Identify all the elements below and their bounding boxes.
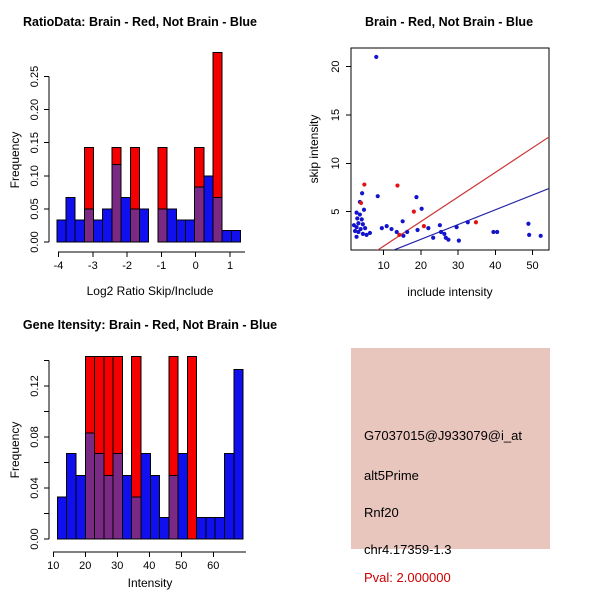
scatter-point-blue: [368, 231, 372, 235]
x-axis-label: Intensity: [127, 576, 173, 590]
histogram-bar-blue: [57, 497, 66, 539]
histogram-bar-overlap: [195, 187, 204, 242]
scatter-point-blue: [389, 227, 393, 231]
y-tick-label: 5: [330, 208, 342, 215]
scatter-point-blue: [414, 195, 418, 199]
histogram-bar-blue: [75, 220, 84, 242]
x-tick-label: 0: [192, 260, 199, 272]
y-axis-label: Frequency: [8, 131, 22, 189]
scatter-point-blue: [446, 238, 450, 242]
histogram-bar-blue: [225, 454, 234, 539]
scatter-point-blue: [360, 217, 364, 221]
x-tick-label: -4: [53, 260, 64, 272]
scatter-point-red: [359, 201, 363, 205]
scatter-point-blue: [355, 216, 359, 220]
x-tick-label: 40: [489, 260, 502, 272]
histogram-bar-overlap: [84, 209, 93, 242]
y-tick-label: 10: [330, 157, 342, 170]
y-tick-label: 0.00: [29, 231, 41, 253]
scatter-point-blue: [491, 230, 495, 234]
histogram-bar-blue: [94, 220, 103, 242]
location-text: chr4.17359-1.3: [364, 542, 452, 557]
x-tick-label: 30: [451, 260, 465, 272]
x-tick-label: 10: [377, 260, 390, 272]
scatter-point-blue: [466, 220, 470, 224]
x-tick-label: -1: [156, 260, 167, 272]
scatter-point-blue: [527, 233, 531, 237]
histogram-bar-blue: [206, 517, 215, 539]
scatter-point-red: [362, 182, 366, 186]
scatter-point-blue: [356, 221, 360, 225]
scatter-point-blue: [431, 236, 435, 240]
chart-title: Gene Itensity: Brain - Red, Not Brain - Blue: [22, 318, 278, 332]
y-tick-label: 0.10: [29, 165, 41, 187]
histogram-bar-blue: [222, 231, 231, 242]
scatter-point-blue: [359, 227, 363, 231]
gene-histogram-panel: [0, 300, 300, 600]
histogram-bar-blue: [66, 198, 75, 242]
histogram-bar-overlap: [158, 209, 167, 242]
gene-histogram-chart: [0, 300, 300, 600]
x-tick-label: 60: [207, 560, 220, 572]
y-tick-label: 20: [330, 60, 342, 73]
scatter-point-red: [422, 224, 426, 228]
histogram-bar-overlap: [112, 165, 121, 242]
histogram-bar-blue: [122, 475, 131, 539]
histogram-bar-overlap: [104, 475, 113, 539]
scatter-panel: [300, 0, 600, 300]
scatter-point-blue: [385, 224, 389, 228]
y-axis-label: Frequency: [8, 421, 22, 479]
scatter-point-blue: [438, 223, 442, 227]
y-tick-label: 0.15: [29, 131, 41, 154]
scatter-point-blue: [374, 55, 378, 59]
y-tick-label: 15: [330, 108, 342, 122]
ratio-histogram-chart: [0, 0, 300, 300]
x-tick-label: -2: [122, 260, 132, 272]
histogram-bar-blue: [176, 220, 185, 242]
plot-box: [351, 48, 549, 250]
pval-text: Pval: 2.000000: [364, 570, 451, 585]
histogram-bar-overlap: [95, 454, 104, 539]
gene-name-text: Rnf20: [364, 505, 399, 520]
x-tick-label: 50: [526, 260, 539, 272]
scatter-point-red: [474, 220, 478, 224]
chart-title: RatioData: Brain - Red, Not Brain - Blue: [22, 15, 258, 29]
y-tick-label: 0.20: [29, 98, 41, 121]
y-tick-label: 0.05: [29, 198, 41, 220]
scatter-point-blue: [354, 235, 358, 239]
y-tick-label: 0.04: [29, 477, 41, 499]
histogram-bar-overlap: [85, 433, 94, 539]
histogram-bar-blue: [185, 220, 194, 242]
scatter-point-blue: [420, 207, 424, 211]
histogram-bar-blue: [231, 231, 240, 242]
x-tick-label: 20: [79, 560, 92, 572]
x-axis-label: include intensity: [407, 285, 493, 299]
histogram-bar-blue: [121, 198, 130, 242]
histogram-bar-blue: [67, 454, 76, 539]
scatter-point-red: [395, 183, 399, 187]
histogram-bar-overlap: [213, 198, 222, 242]
y-axis-label: skip intensity: [307, 114, 321, 184]
histogram-bar-blue: [178, 454, 187, 539]
scatter-point-blue: [526, 222, 530, 226]
scatter-point-blue: [426, 226, 430, 230]
chart-title: Brain - Red, Not Brain - Blue: [364, 15, 534, 29]
info-panel: [300, 300, 600, 600]
histogram-bar-blue: [197, 517, 206, 539]
scatter-point-blue: [361, 232, 365, 236]
probe-id-text: G7037015@J933079@i_at: [364, 428, 522, 443]
x-tick-label: -3: [87, 260, 98, 272]
scatter-point-blue: [361, 222, 365, 226]
histogram-bar-blue: [57, 220, 66, 242]
histogram-bar-red: [187, 357, 196, 539]
histogram-bar-overlap: [130, 209, 139, 242]
histogram-bar-overlap: [169, 475, 178, 539]
scatter-point-blue: [362, 208, 366, 212]
scatter-point-blue: [415, 228, 419, 232]
trend-line-brain-fit: [343, 128, 562, 273]
scatter-point-blue: [455, 225, 459, 229]
x-tick-label: 10: [47, 560, 60, 572]
scatter-point-blue: [380, 226, 384, 230]
y-tick-label: 0.25: [29, 65, 41, 88]
scatter-point-blue: [401, 219, 405, 223]
scatter-point-blue: [354, 225, 358, 229]
trend-lines: [343, 128, 562, 273]
x-axis-label: Log2 Ratio Skip/Include: [86, 284, 214, 298]
scatter-point-blue: [358, 212, 362, 216]
y-tick-label: 0.00: [29, 528, 41, 550]
scatter-point-blue: [442, 232, 446, 236]
histogram-bar-blue: [167, 209, 176, 242]
x-tick-label: 40: [143, 560, 156, 572]
scatter-point-red: [397, 233, 401, 237]
x-tick-label: 30: [111, 560, 124, 572]
histogram-bar-blue: [204, 176, 213, 242]
y-tick-label: 0.08: [29, 426, 41, 448]
scatter-point-blue: [457, 239, 461, 243]
event-type-text: alt5Prime: [364, 468, 419, 483]
histogram-bar-blue: [234, 369, 243, 539]
histogram-bar-blue: [141, 454, 150, 539]
histogram-bar-overlap: [132, 497, 141, 539]
histogram-bar-blue: [215, 517, 224, 539]
x-tick-label: 20: [414, 260, 428, 272]
x-tick-label: 1: [226, 260, 234, 272]
y-tick-label: 0.12: [29, 375, 41, 397]
histogram-bar-blue: [103, 209, 112, 242]
histogram-bar-blue: [76, 475, 85, 539]
histogram-bar-blue: [160, 517, 169, 539]
scatter-point-blue: [495, 230, 499, 234]
scatter-point-red: [412, 210, 416, 214]
gene-info-box: [351, 348, 550, 585]
intensity-scatter-chart: [300, 0, 600, 300]
histogram-bar-blue: [150, 475, 159, 539]
scatter-point-blue: [539, 234, 543, 238]
scatter-point-blue: [376, 194, 380, 198]
x-tick-label: 50: [175, 560, 188, 572]
scatter-point-blue: [405, 230, 409, 234]
scatter-point-blue: [401, 234, 405, 238]
histogram-bar-blue: [140, 209, 149, 242]
scatter-point-blue: [360, 191, 364, 195]
histogram-bar-overlap: [113, 454, 122, 539]
ratio-histogram-panel: [0, 0, 300, 300]
scatter-point-blue: [363, 226, 367, 230]
